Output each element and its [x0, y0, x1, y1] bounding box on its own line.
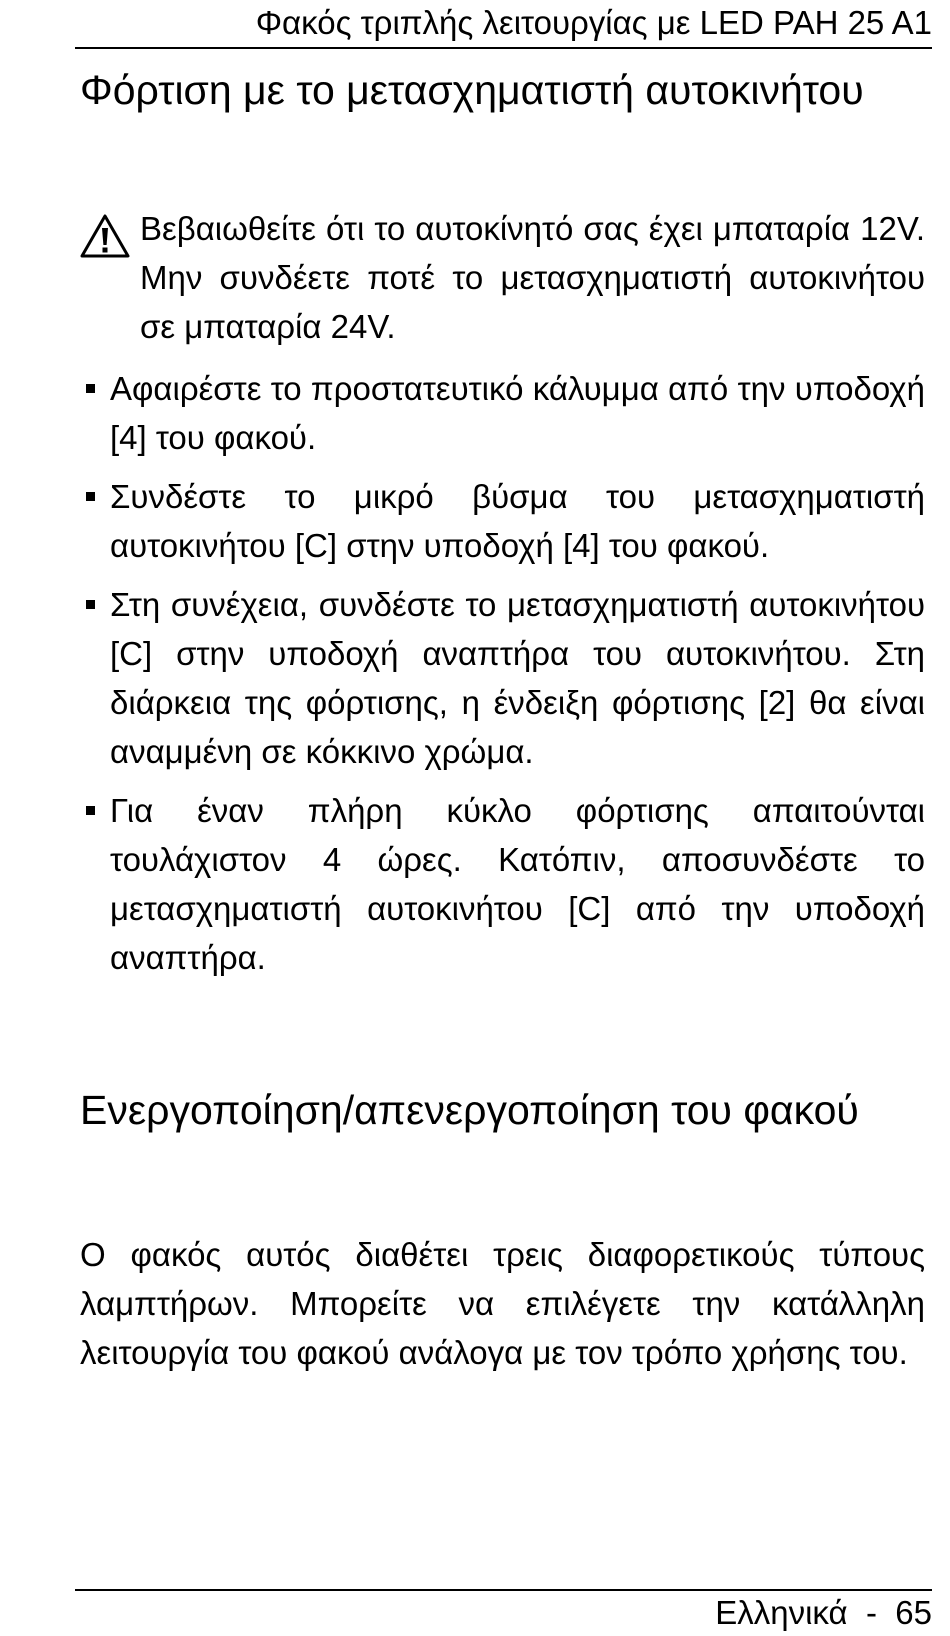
step-text: Στη συνέχεια, συνδέστε το μετασχηματιστή αυτοκινήτου [C] στην υποδοχή αναπτήρα του αυτοκινήτου. Στη διάρκεια της φόρτισης, η ένδειξη φόρτισης [2] θα είναι αναμμένη σε κόκκινο χρώμα.: [110, 586, 925, 770]
list-item: [80, 364, 925, 462]
list-item: [80, 786, 925, 982]
body-paragraph: Ο φακός αυτός διαθέτει τρεις διαφορετικούς τύπους λαμπτήρων. Μπορείτε να επιλέγετε την κατάλληλη λειτουργία του φακού ανάλογα με τον τρόπο χρήσης του.: [80, 1236, 925, 1371]
bullet-square-icon: [86, 384, 95, 393]
bullet-square-icon: [86, 806, 95, 815]
footer-language: Ελληνικά: [715, 1594, 848, 1631]
page-number: 65: [895, 1594, 932, 1631]
section-heading-power-toggle: Ενεργοποίηση/απενεργοποίηση του φακού: [80, 1087, 859, 1133]
warning-triangle-icon: [80, 214, 130, 258]
list-item: [80, 472, 925, 570]
step-text: Για έναν πλήρη κύκλο φόρτισης απαιτούνται τουλάχιστον 4 ώρες. Κατόπιν, αποσυνδέστε το μετασχηματιστή αυτοκινήτου [C] από την υποδοχή αναπτήρα.: [110, 792, 925, 976]
section-heading-car-charging: Φόρτιση με το μετασχηματιστή αυτοκινήτου: [80, 67, 864, 113]
footer-divider: [75, 1589, 932, 1591]
document-title: Φακός τριπλής λειτουργίας με LED PAH 25 A1: [255, 4, 932, 41]
page-footer: [715, 1593, 932, 1633]
warning-text: Βεβαιωθείτε ότι το αυτοκίνητό σας έχει μπαταρία 12V. Μην συνδέετε ποτέ το μετασχηματιστή αυτοκινήτου σε μπαταρία 24V.: [140, 210, 925, 345]
footer-separator: -: [865, 1594, 877, 1631]
list-item: [80, 580, 925, 776]
bullet-square-icon: [86, 492, 95, 501]
bullet-square-icon: [86, 600, 95, 609]
step-text: Αφαιρέστε το προστατευτικό κάλυμμα από την υποδοχή [4] του φακού.: [110, 370, 925, 456]
charging-steps-list: [80, 364, 925, 992]
step-text: Συνδέστε το μικρό βύσμα του μετασχηματιστή αυτοκινήτου [C] στην υποδοχή [4] του φακού.: [110, 478, 925, 564]
running-header: [75, 0, 932, 49]
